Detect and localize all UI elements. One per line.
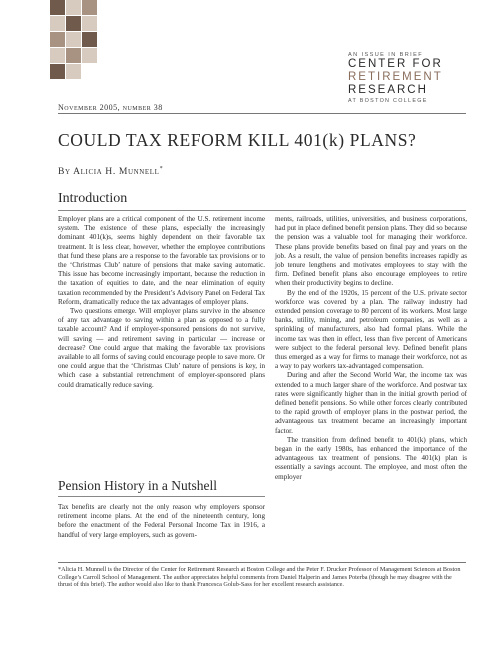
logo-subline: AT BOSTON COLLEGE	[348, 98, 428, 104]
section-rule	[58, 210, 466, 211]
byline-text: By Alicia H. Munnell	[58, 166, 160, 178]
page-title: COULD TAX REFORM KILL 401(k) PLANS?	[58, 130, 417, 150]
grid-square	[66, 0, 81, 15]
paragraph: By the end of the 1920s, 15 percent of the U.S. private sector workforce was covered by a plan. The railway industry had extended pension coverage to 80 percent of its workers. Most large banks, utility, mining, and petroleum companies, as well as a sprinkling of manufacturers, also had formal plans. While the income tax was then in effect, less than five percent of Americans were subject to the federal personal levy. Defined benefit plans thus emerged as a way for firms to manage their workforce, not as a way to pay workers tax-advantaged compensation.	[275, 288, 467, 371]
paragraph: ments, railroads, utilities, universities, and business corporations, had put in place defined benefit pension plans. They did so because the pension was a valuable tool for managing their workforce. These plans provide benefits based on final pay and years on the job. As a result, the value of pension benefits increases rapidly as job tenure lengthens and motivates employees to stay with the firm. Defined benefit plans also encourage employees to retire when their productivity begins to decline.	[275, 215, 467, 288]
grid-square	[50, 64, 65, 79]
grid-square	[50, 0, 65, 15]
grid-square	[82, 48, 97, 63]
left-column-history	[58, 503, 265, 540]
logo-line-3: RESEARCH	[348, 84, 428, 96]
grid-square	[82, 32, 97, 47]
paragraph: Employer plans are a critical component of the U.S. retirement income system. The existence of these plans, especially the increasingly dominant 401(k)s, seems highly dependent on their favorable tax treatment. It is less clear, however, whether the employee contributions that fund these plans are a response to the favorable tax provisions or to the ‘Christmas Club’ nature of pensions that make saving automatic. This issue has become increasingly important, because the reduction in the taxation of equities to date, and the near elimination of equity taxation recommended by the President’s Advisory Panel on Federal Tax Reform, dramatically reduce the tax advantages of employer plans.	[58, 215, 265, 306]
grid-square	[50, 16, 65, 31]
paragraph: During and after the Second World War, the income tax was extended to a much larger share of the workforce. And postwar tax rates were significantly higher than in the initial growth period of defined benefit pensions. So while other forces clearly contributed to the rapid growth of employer plans in the postwar period, the advantageous tax treatment became an increasingly important factor.	[275, 371, 467, 435]
grid-square	[82, 0, 97, 15]
grid-square	[50, 32, 65, 47]
center-logo	[348, 52, 466, 104]
left-column-intro	[58, 215, 265, 390]
grid-square	[66, 16, 81, 31]
footnote-rule	[58, 562, 466, 563]
paragraph: Two questions emerge. Will employer plans survive in the absence of any tax advantage to saving within a plan as opposed to a fully taxable account? And if employer-sponsored pensions do not survive, will saving — and retirement saving in particular — increase or decrease? One could argue that making the favorable tax provisions available to all forms of saving could encourage people to save more. Or one could argue that the ‘Christmas Club’ nature of pensions is key, in which case a substantial retrenchment of employer-sponsored plans could dramatically reduce saving.	[58, 307, 265, 389]
grid-square	[66, 48, 81, 63]
right-column	[275, 215, 467, 482]
logo-line-2: RETIREMENT	[348, 71, 443, 83]
section-heading-introduction: Introduction	[58, 191, 128, 206]
grid-square	[50, 48, 65, 63]
logo-tagline: AN ISSUE IN BRIEF	[348, 52, 424, 58]
grid-square	[66, 32, 81, 47]
paragraph: The transition from defined benefit to 401(k) plans, which began in the early 1980s, has enhanced the importance of the advantageous tax treatment of pensions. The 401(k) plan is essentially a savings account. The employee, and most often the employer	[275, 435, 467, 481]
paragraph: Tax benefits are clearly not the only reason why employers sponsor retirement income plans. At the end of the nineteenth century, long before the enactment of the Federal Personal Income Tax in 1916, a handful of very large employers, such as govern-	[58, 503, 265, 539]
logo-line-1: CENTER FOR	[348, 58, 443, 70]
grid-square	[82, 16, 97, 31]
header-rule	[58, 113, 466, 114]
section-heading-history: Pension History in a Nutshell	[58, 478, 217, 493]
decorative-square-grid	[50, 0, 98, 80]
byline-footnote-mark: *	[159, 166, 164, 172]
grid-square	[66, 64, 81, 79]
issue-line: November 2005, number 38	[58, 103, 163, 112]
byline	[58, 166, 163, 177]
section-rule	[58, 496, 265, 497]
author-footnote: *Alicia H. Munnell is the Director of the Center for Retirement Research at Boston College and the Peter F. Drucker Professor of Management Sciences at Boston College’s Carroll School of Management. The author appreciates helpful comments from Daniel Halperin and James Poterba (though he may disagree with the thrust of this brief). The author would also like to thank Francesca Golub-Sass for her excellent research assistance.	[58, 566, 461, 589]
